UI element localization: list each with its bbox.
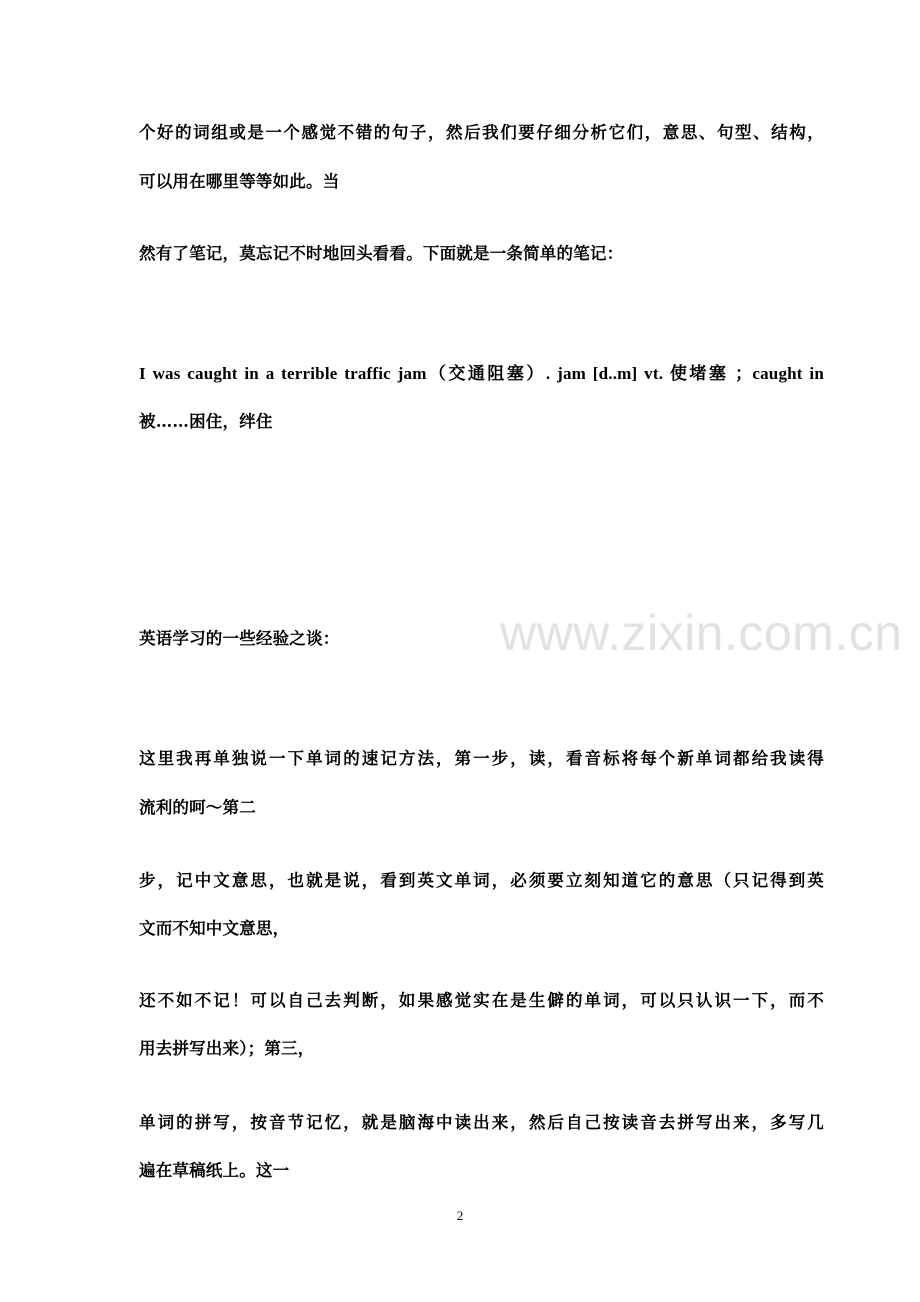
- paragraph-6-line-2: 用去拼写出来）；第三，: [139, 1039, 315, 1058]
- paragraph-5-line-2: 文而不知中文意思，: [139, 919, 290, 938]
- page-number: 2: [456, 1208, 464, 1223]
- section-heading: 英语学习的一些经验之谈：: [139, 629, 340, 648]
- paragraph-1-line-1: 个好的词组或是一个感觉不错的句子，然后我们要仔细分析它们，意思、句型、结构，: [139, 123, 824, 142]
- watermark: www.zixin.com.cn: [500, 605, 903, 661]
- paragraph-7-line-2: 遍在草稿纸上。这一: [139, 1161, 290, 1180]
- paragraph-4-line-1: 这里我再单独说一下单词的速记方法，第一步，读，看音标将每个新单词都给我读得: [139, 749, 824, 768]
- paragraph-5-line-1: 步，记中文意思，也就是说，看到英文单词，必须要立刻知道它的意思（只记得到英: [139, 871, 824, 890]
- paragraph-4-line-2: 流利的呵～第二: [139, 798, 256, 817]
- paragraph-7-line-1: 单词的拼写，按音节记忆，就是脑海中读出来，然后自己按读音去拼写出来，多写几: [139, 1113, 824, 1132]
- paragraph-1-line-2: 可以用在哪里等等如此。当: [139, 172, 340, 191]
- paragraph-2-line-1: 然有了笔记，莫忘记不时地回头看看。下面就是一条简单的笔记：: [139, 244, 624, 263]
- note-example-line-2: 被……困住，绊住: [139, 412, 273, 431]
- paragraph-6-line-1: 还不如不记！可以自己去判断，如果感觉实在是生僻的单词，可以只认识一下，而不: [139, 991, 824, 1010]
- note-example-line-1: I was caught in a terrible traffic jam（交通阻塞）. jam [d..m] vt. 使堵塞 ；caught in: [139, 364, 824, 383]
